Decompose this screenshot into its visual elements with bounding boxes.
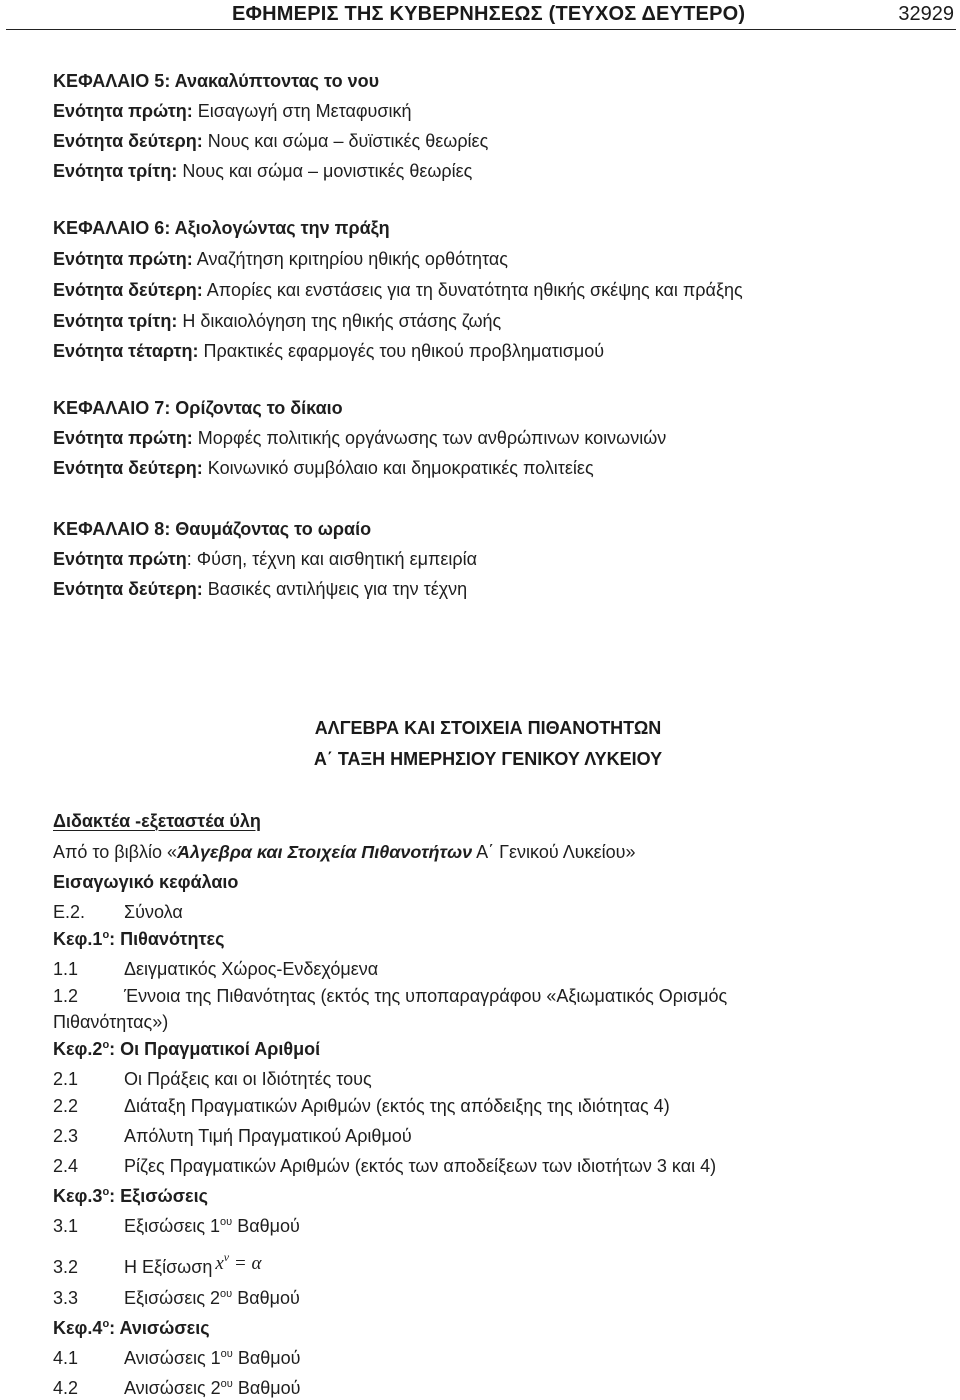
header-divider xyxy=(6,29,956,30)
unit-label: Ενότητα δεύτερη: xyxy=(53,458,203,478)
section-text: Απόλυτη Τιμή Πραγματικού Αριθμού xyxy=(124,1126,412,1146)
section-text: Ανισώσεις 1 xyxy=(124,1348,221,1368)
section-number: 2.2 xyxy=(53,1096,79,1116)
section-text: Οι Πράξεις και οι Ιδιότητές τους xyxy=(124,1069,372,1089)
section-number: 4.2 xyxy=(53,1378,79,1398)
ordinal-sup: ο xyxy=(102,1318,110,1330)
chapter-8-unit-2 xyxy=(53,578,467,600)
unit-text: Απορίες και ενστάσεις για τη δυνατότητα ηθικής σκέψης και πράξης xyxy=(202,280,743,300)
section-number: 3.3 xyxy=(53,1288,79,1308)
section-2-3 xyxy=(53,1125,412,1147)
syllabus-heading: Διδακτέα -εξεταστέα ύλη xyxy=(53,811,261,831)
chapter-5-unit-1 xyxy=(53,100,412,122)
chapter-name: : Οι Πραγματικοί Αριθμοί xyxy=(109,1039,321,1059)
section-number: 3.2 xyxy=(53,1257,79,1277)
section-text: Η Εξίσωση xyxy=(124,1257,213,1277)
ordinal-sup: ο xyxy=(102,1039,110,1051)
chapter-8-unit-1 xyxy=(53,548,477,570)
unit-text: Μορφές πολιτικής οργάνωσης των ανθρώπινων κοινωνιών xyxy=(192,428,667,448)
gazette-title: ΕΦΗΜΕΡΙΣ ΤΗΣ ΚΥΒΕΡΝΗΣΕΩΣ (ΤΕΥΧΟΣ ΔΕΥΤΕΡΟ) xyxy=(232,3,746,25)
unit-text: Πρακτικές εφαρμογές του ηθικού προβληματισμού xyxy=(198,341,605,361)
chapter-prefix: Κεφ.3 xyxy=(53,1186,103,1206)
chapter-name: : Εξισώσεις xyxy=(109,1186,208,1206)
subject-title: ΑΛΓΕΒΡΑ ΚΑΙ ΣΤΟΙΧΕΙΑ ΠΙΘΑΝΟΤΗΤΩΝ xyxy=(314,718,662,738)
section-text: Εξισώσεις 2 xyxy=(124,1288,221,1308)
section-text-end: Βαθμού xyxy=(232,1288,300,1308)
section-1-2-continued: Πιθανότητας») xyxy=(53,1012,169,1032)
unit-label: Ενότητα τρίτη: xyxy=(53,161,178,181)
chapter-7-unit-1 xyxy=(53,427,666,449)
section-text: Σύνολα xyxy=(124,902,183,922)
unit-label: Ενότητα τρίτη: xyxy=(53,311,178,331)
chapter-prefix: Κεφ.2 xyxy=(53,1039,103,1059)
section-2-1 xyxy=(53,1068,372,1090)
chapter-6-unit-1 xyxy=(53,248,508,270)
unit-label: Ενότητα δεύτερη: xyxy=(53,579,203,599)
unit-text: Βασικές αντιλήψεις για την τέχνη xyxy=(202,579,468,599)
section-number: 1.2 xyxy=(53,986,79,1006)
section-text-end: Βαθμού xyxy=(232,1216,300,1236)
section-1-1 xyxy=(53,958,378,980)
section-text: Ρίζες Πραγματικών Αριθμών (εκτός των αποδείξεων των ιδιοτήτων 3 και 4) xyxy=(124,1156,717,1176)
page-header xyxy=(0,0,960,30)
section-2-4 xyxy=(53,1155,716,1177)
section-2-2 xyxy=(53,1095,670,1117)
section-text-end: Βαθμού xyxy=(232,1378,301,1398)
unit-label: Ενότητα δεύτερη: xyxy=(53,280,203,300)
section-text: Ανισώσεις 2 xyxy=(124,1378,221,1398)
section-text: Έννοια της Πιθανότητας (εκτός της υποπαραγράφου «Αξιωματικός Ορισμός xyxy=(124,986,728,1006)
chapter-prefix: Κεφ.1 xyxy=(53,929,103,949)
section-e2 xyxy=(53,901,183,923)
intro-chapter-heading: Εισαγωγικό κεφάλαιο xyxy=(53,872,239,892)
unit-text: Νους και σώμα – μονιστικές θεωρίες xyxy=(177,161,473,181)
chapter-6-title: ΚΕΦΑΛΑΙΟ 6: Αξιολογώντας την πράξη xyxy=(53,218,390,238)
unit-label: Ενότητα τέταρτη: xyxy=(53,341,199,361)
unit-text: Κοινωνικό συμβόλαιο και δημοκρατικές πολιτείες xyxy=(202,458,594,478)
unit-text: Αναζήτηση κριτηρίου ηθικής ορθότητας xyxy=(192,249,508,269)
section-text: Δειγματικός Χώρος-Ενδεχόμενα xyxy=(124,959,379,979)
chapter-name: : Ανισώσεις xyxy=(109,1318,210,1338)
ordinal-sup: ο xyxy=(102,929,110,941)
ordinal-sup: ου xyxy=(220,1378,233,1390)
unit-text: : Φύση, τέχνη και αισθητική εμπειρία xyxy=(186,549,478,569)
book-prefix: Από το βιβλίο « xyxy=(53,842,178,862)
section-text: Εξισώσεις 1 xyxy=(124,1216,221,1236)
book-reference xyxy=(53,841,635,863)
chapter-8-title: ΚΕΦΑΛΑΙΟ 8: Θαυμάζοντας το ωραίο xyxy=(53,519,372,539)
chapter-5-unit-2 xyxy=(53,130,488,152)
chapter-7-title: ΚΕΦΑΛΑΙΟ 7: Ορίζοντας το δίκαιο xyxy=(53,398,343,418)
equation-formula: $x^\nu = \alpha$ xyxy=(215,1250,262,1274)
chapter-6-unit-2 xyxy=(53,279,743,301)
chapter-prefix: Κεφ.4 xyxy=(53,1318,103,1338)
ordinal-sup: ο xyxy=(102,1186,110,1198)
section-number: 1.1 xyxy=(53,959,79,979)
unit-text: Η δικαιολόγηση της ηθικής στάσης ζωής xyxy=(177,311,502,331)
chapter-5-unit-3 xyxy=(53,160,472,182)
section-3-3 xyxy=(53,1287,300,1309)
section-1-2 xyxy=(53,985,727,1007)
chapter-5-title: ΚΕΦΑΛΑΙΟ 5: Ανακαλύπτοντας το νου xyxy=(53,71,380,91)
book-suffix: Α΄ Γενικού Λυκείου» xyxy=(472,842,636,862)
section-4-2 xyxy=(53,1377,300,1399)
section-text: Διάταξη Πραγματικών Αριθμών (εκτός της απόδειξης της ιδιότητας 4) xyxy=(124,1096,670,1116)
chapter-1-heading xyxy=(53,928,224,950)
chapter-2-heading xyxy=(53,1038,320,1060)
unit-label: Ενότητα πρώτη: xyxy=(53,428,193,448)
unit-text: Εισαγωγή στη Μεταφυσική xyxy=(192,101,412,121)
section-number: 4.1 xyxy=(53,1348,79,1368)
page-number: 32929 xyxy=(898,3,954,25)
section-4-1 xyxy=(53,1347,300,1369)
unit-label: Ενότητα πρώτη xyxy=(53,549,187,569)
chapter-7-unit-2 xyxy=(53,457,594,479)
unit-text: Νους και σώμα – δυϊστικές θεωρίες xyxy=(202,131,489,151)
book-title: Άλγεβρα και Στοιχεία Πιθανοτήτων xyxy=(177,842,473,862)
chapter-3-heading xyxy=(53,1185,208,1207)
section-number: 2.4 xyxy=(53,1156,79,1176)
unit-label: Ενότητα δεύτερη: xyxy=(53,131,203,151)
grade-title: Α΄ ΤΑΞΗ ΗΜΕΡΗΣΙΟΥ ΓΕΝΙΚΟΥ ΛΥΚΕΙΟΥ xyxy=(313,749,663,769)
section-text-end: Βαθμού xyxy=(232,1348,301,1368)
chapter-name: : Πιθανότητες xyxy=(109,929,225,949)
chapter-6-unit-4 xyxy=(53,340,604,362)
unit-label: Ενότητα πρώτη: xyxy=(53,249,193,269)
chapter-6-unit-3 xyxy=(53,310,501,332)
section-number: Ε.2. xyxy=(53,902,86,922)
unit-label: Ενότητα πρώτη: xyxy=(53,101,193,121)
ordinal-sup: ου xyxy=(220,1348,233,1360)
ordinal-sup: ου xyxy=(220,1216,233,1228)
ordinal-sup: ου xyxy=(220,1288,233,1300)
section-number: 2.3 xyxy=(53,1126,79,1146)
section-number: 3.1 xyxy=(53,1216,79,1236)
chapter-4-heading xyxy=(53,1317,210,1339)
section-number: 2.1 xyxy=(53,1069,79,1089)
section-3-2 xyxy=(53,1250,262,1279)
section-3-1 xyxy=(53,1215,300,1237)
